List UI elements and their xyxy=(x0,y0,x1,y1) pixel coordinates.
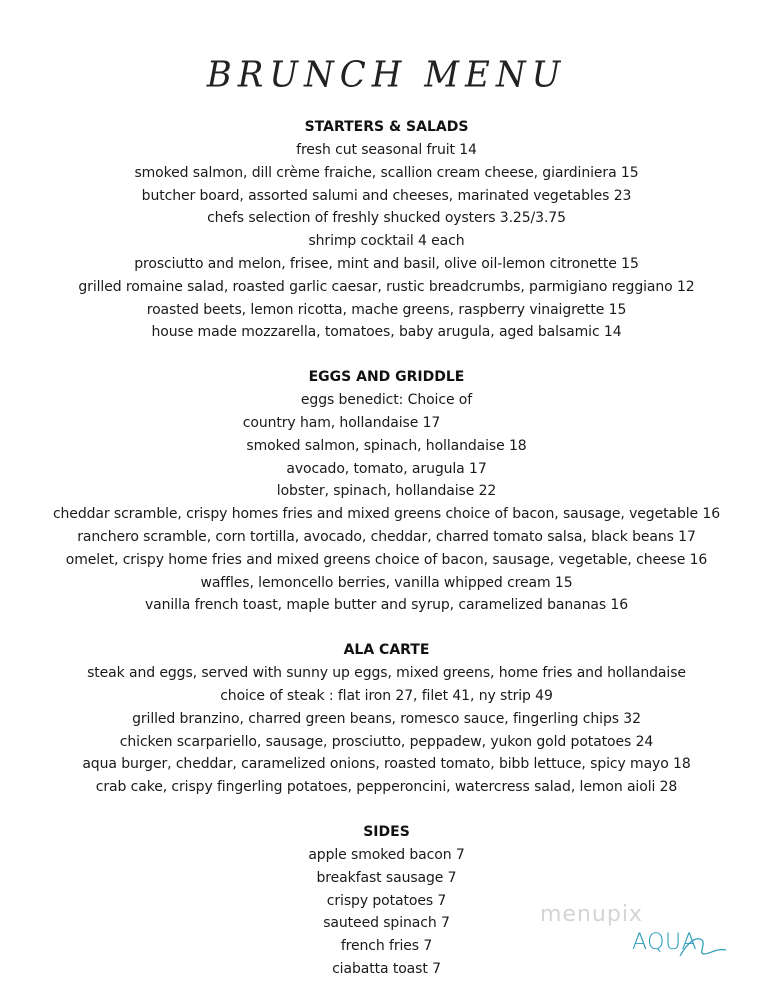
menu-item: waffles, lemoncello berries, vanilla whipped cream 15 xyxy=(200,574,573,591)
section-ala-carte xyxy=(0,639,773,799)
menu-item: eggs benedict: Choice of xyxy=(300,392,473,409)
menu-item: smoked salmon, dill crème fraiche, scallion cream cheese, giardiniera 15 xyxy=(134,164,639,181)
menu-item: sauteed spinach 7 xyxy=(323,915,450,932)
menu-item: grilled romaine salad, roasted garlic caesar, rustic breadcrumbs, parmigiano reggiano 12 xyxy=(78,278,695,295)
menu-item: ranchero scramble, corn tortilla, avocado, cheddar, charred tomato salsa, black beans 17 xyxy=(77,528,696,545)
logo-text: AQUA xyxy=(632,930,698,955)
section-starters-salads xyxy=(0,116,773,344)
menu-item: crab cake, crispy fingerling potatoes, pepperoncini, watercress salad, lemon aioli 28 xyxy=(95,779,678,796)
menu-item: butcher board, assorted salumi and cheeses, marinated vegetables 23 xyxy=(141,187,632,204)
menu-item: house made mozzarella, tomatoes, baby arugula, aged balsamic 14 xyxy=(151,324,622,341)
menu-subitem: smoked salmon, spinach, hollandaise 18 xyxy=(246,437,527,454)
menu-item: breakfast sausage 7 xyxy=(316,869,457,886)
menu-subitem: country ham, hollandaise 17 xyxy=(242,414,441,431)
menu-item: vanilla french toast, maple butter and syrup, caramelized bananas 16 xyxy=(144,597,629,614)
menu-item: prosciutto and melon, frisee, mint and basil, olive oil-lemon citronette 15 xyxy=(134,255,639,272)
menu-item: cheddar scramble, crispy homes fries and mixed greens choice of bacon, sausage, vegetable 16 xyxy=(52,506,721,523)
menu-item: chicken scarpariello, sausage, prosciutto, peppadew, yukon gold potatoes 24 xyxy=(119,733,654,750)
menu-item: aqua burger, cheddar, caramelized onions, roasted tomato, bibb lettuce, spicy mayo 18 xyxy=(82,756,691,773)
menu-item: shrimp cocktail 4 each xyxy=(308,233,465,250)
section-eggs-griddle xyxy=(0,366,773,617)
menu-item: ciabatta toast 7 xyxy=(332,960,441,977)
menu-item: crispy potatoes 7 xyxy=(326,892,447,909)
menu-item: french fries 7 xyxy=(340,938,433,955)
menu-item: choice of steak : flat iron 27, filet 41, ny strip 49 xyxy=(220,687,553,704)
section-heading: EGGS AND GRIDDLE xyxy=(308,369,465,386)
menu-item: grilled branzino, charred green beans, romesco sauce, fingerling chips 32 xyxy=(132,710,641,727)
menu-body xyxy=(0,116,773,1003)
menu-item: apple smoked bacon 7 xyxy=(308,846,465,863)
menu-subitem: avocado, tomato, arugula 17 xyxy=(286,460,487,477)
menu-item: fresh cut seasonal fruit 14 xyxy=(296,142,477,158)
menu-item: roasted beets, lemon ricotta, mache greens, raspberry vinaigrette 15 xyxy=(146,301,627,318)
menu-item: omelet, crispy home fries and mixed greens choice of bacon, sausage, vegetable, cheese 16 xyxy=(65,551,708,568)
section-heading: STARTERS & SALADS xyxy=(304,119,469,135)
menu-subitem: lobster, spinach, hollandaise 22 xyxy=(276,483,497,500)
menu-title: BRUNCH MENU xyxy=(206,54,567,96)
menupix-watermark: menupix xyxy=(540,902,643,927)
section-heading: SIDES xyxy=(363,823,410,840)
menu-item: chefs selection of freshly shucked oysters 3.25/3.75 xyxy=(207,210,566,227)
section-heading: ALA CARTE xyxy=(343,642,430,659)
menu-item: steak and eggs, served with sunny up eggs, mixed greens, home fries and hollandaise xyxy=(87,665,686,682)
aqua-logo xyxy=(632,930,732,970)
logo-swoosh-icon xyxy=(678,932,728,962)
